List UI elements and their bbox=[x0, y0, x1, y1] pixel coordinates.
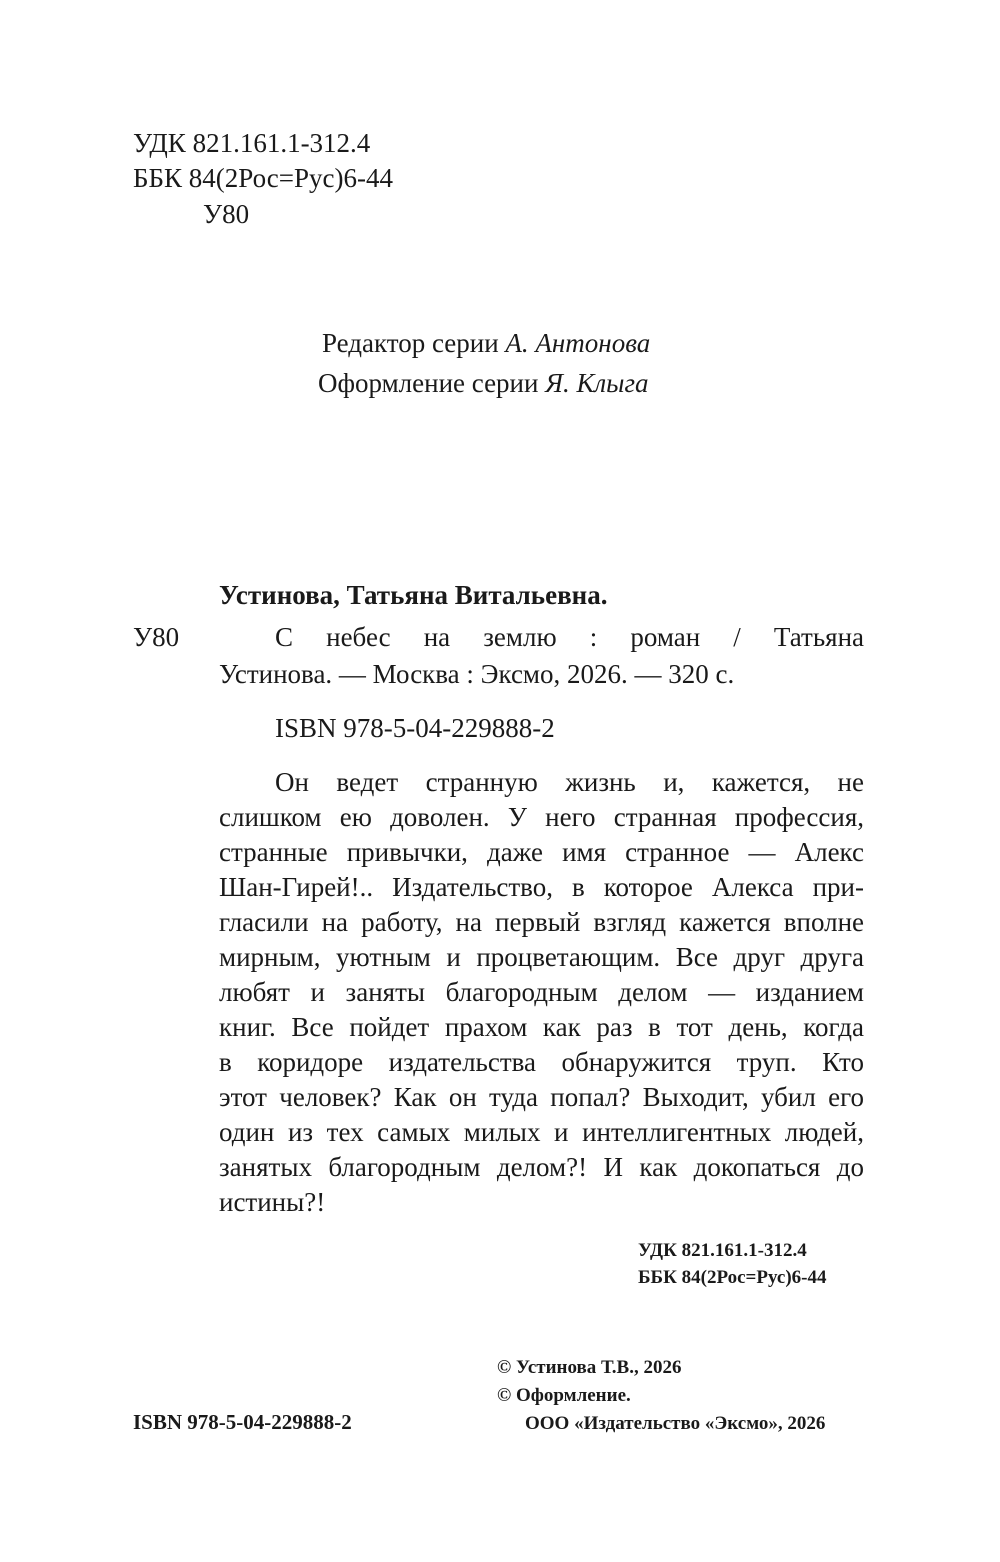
series-editor-label: Редактор серии bbox=[322, 328, 506, 358]
bottom-udk: УДК 821.161.1-312.4 bbox=[638, 1240, 807, 1261]
author-heading: Устинова, Татьяна Витальевна. bbox=[219, 580, 608, 610]
bottom-isbn: ISBN 978-5-04-229888-2 bbox=[133, 1410, 352, 1434]
annotation-line: в коридоре издательства обнаружится труп. Кто bbox=[219, 1047, 864, 1077]
series-editor-line bbox=[322, 323, 650, 363]
annotation-line: гласили на работу, на первый взгляд кажется вполне bbox=[219, 907, 864, 937]
bib-description-line1: С небес на землю : роман / Татьяна bbox=[275, 622, 864, 652]
bib-description-line2: Устинова. — Москва : Эксмо, 2026. — 320 с. bbox=[219, 659, 735, 689]
annotation-line: истины?! bbox=[219, 1187, 326, 1217]
annotation-line: странные привычки, даже имя странное — Алекс bbox=[219, 837, 864, 867]
annotation-line: слишком ею доволен. У него странная профессия, bbox=[219, 802, 864, 832]
annotation-line: Шан-Гирей!.. Издательство, в которое Алекса при- bbox=[219, 872, 864, 902]
annotation-line: этот человек? Как он туда попал? Выходит, убил его bbox=[219, 1082, 864, 1112]
bottom-bbk: ББК 84(2Рос=Рус)6-44 bbox=[638, 1267, 827, 1288]
annotation-line: мирным, уютным и процветающим. Все друг друга bbox=[219, 942, 864, 972]
bib-isbn: ISBN 978-5-04-229888-2 bbox=[275, 713, 555, 743]
annotation-line: один из тех самых милых и интеллигентных людей, bbox=[219, 1117, 864, 1147]
top-author-mark: У80 bbox=[203, 199, 250, 229]
series-editor-name: А. Антонова bbox=[505, 328, 651, 358]
copyright-design: © Оформление. bbox=[497, 1385, 631, 1406]
annotation-line: занятых благородным делом?! И как докопаться до bbox=[219, 1152, 864, 1182]
top-udk: УДК 821.161.1-312.4 bbox=[133, 128, 371, 158]
annotation-line: любят и заняты благородным делом — изданием bbox=[219, 977, 864, 1007]
series-design-line bbox=[318, 363, 649, 403]
bib-author-mark: У80 bbox=[133, 622, 180, 652]
series-design-label: Оформление серии bbox=[318, 368, 546, 398]
series-design-name: Я. Клыга bbox=[545, 368, 649, 398]
annotation-line: Он ведет странную жизнь и, кажется, не bbox=[275, 767, 864, 797]
annotation bbox=[219, 765, 864, 1220]
copyright-author: © Устинова Т.В., 2026 bbox=[497, 1357, 682, 1378]
top-bbk: ББК 84(2Рос=Рус)6-44 bbox=[133, 163, 393, 193]
annotation-line: книг. Все пойдет прахом как раз в тот день, когда bbox=[219, 1012, 864, 1042]
copyright-publisher: ООО «Издательство «Эксмо», 2026 bbox=[525, 1413, 826, 1434]
